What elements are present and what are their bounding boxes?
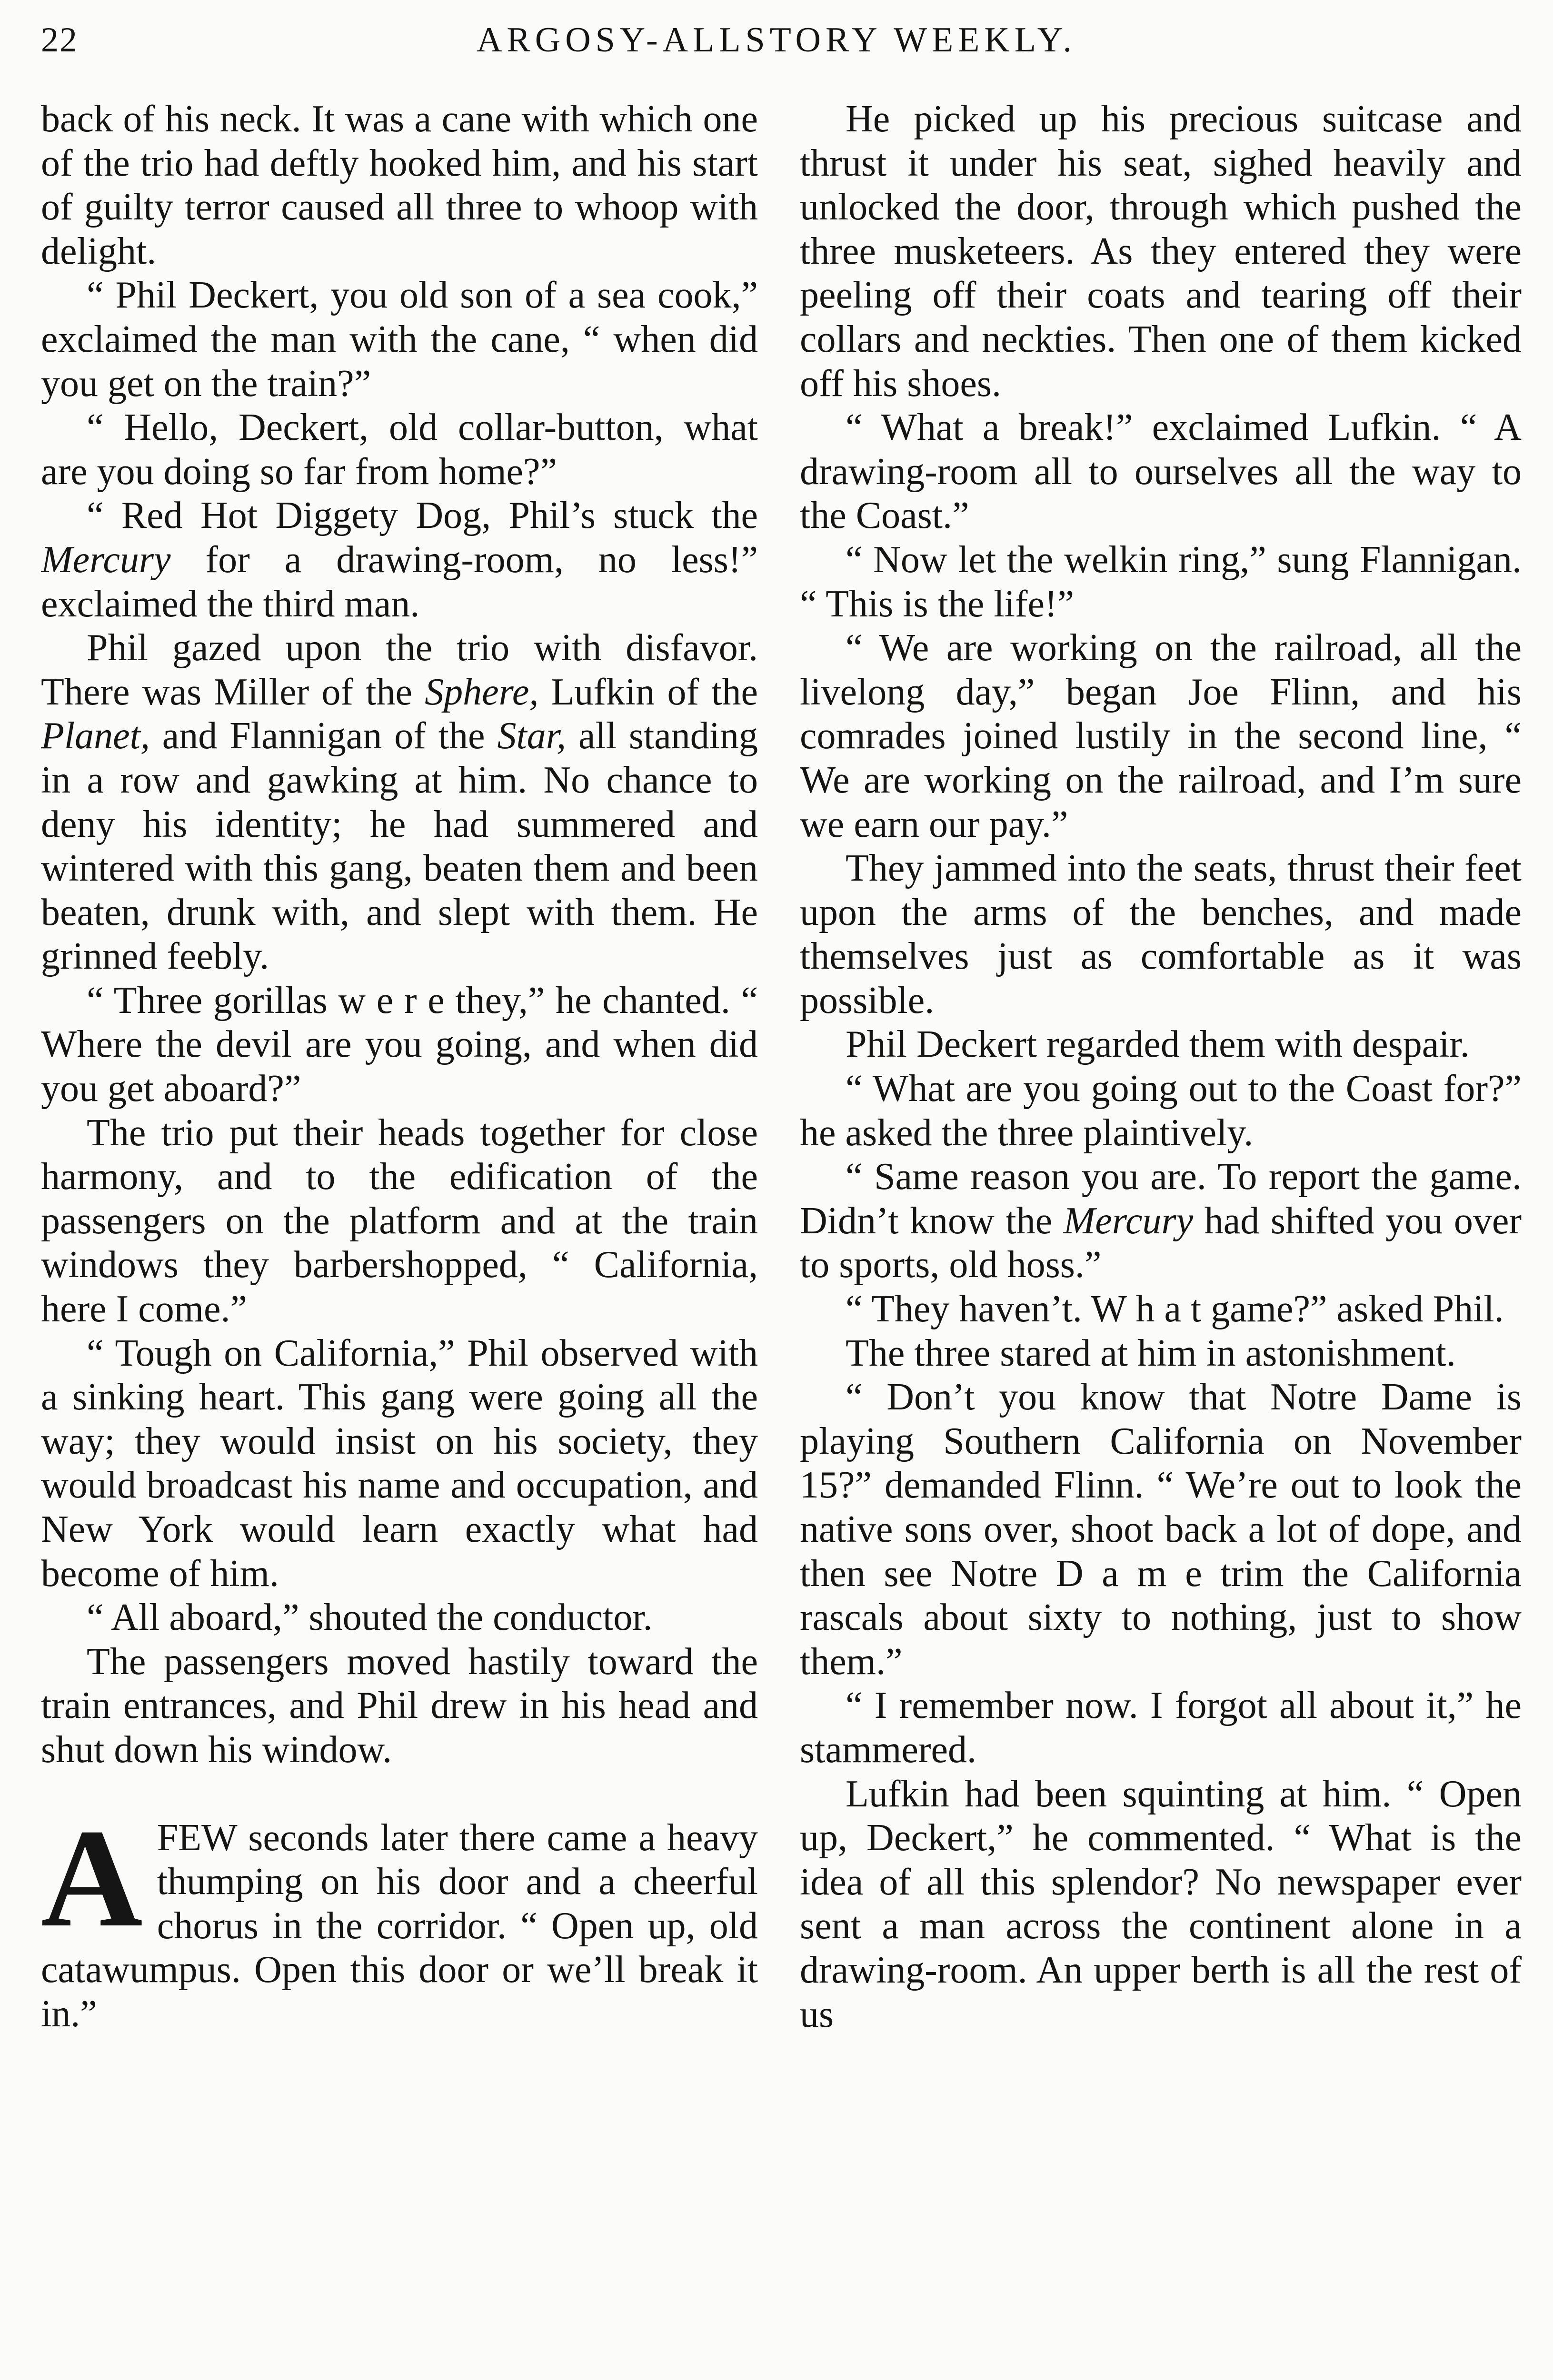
page-number: 22 [41, 20, 78, 60]
paragraph: “ Tough on California,” Phil observed with a sinking heart. This gang were going all the way; they would insist on his society, they would broadcast his name and occupation, and New York would learn exactly what had become of him. [41, 1332, 758, 1595]
paragraph [41, 626, 758, 979]
text-run: all standing in a row and gawking at him. No chance to deny his identity; he had summered and wintered with this gang, beaten them and been beaten, drunk with, and slept with them. He grinned feebly. [41, 715, 758, 978]
paragraph: The three stared at him in astonishment. [846, 1332, 1456, 1374]
publication-name: Mercury [1063, 1200, 1194, 1242]
running-title: ARGOSY-ALLSTORY WEEKLY. [476, 20, 1077, 60]
left-column [41, 97, 758, 2380]
paragraph: Lufkin had been squinting at him. “ Open up, Deckert,” he commented. “ What is the idea of all this splendor? No newspaper ever sent a man across the continent alone in a drawing-room. An upper berth is all the rest of us [800, 1773, 1522, 2035]
publication-name: Planet, [41, 715, 150, 757]
paragraph [800, 1155, 1522, 1287]
paragraph: He picked up his precious suitcase and thrust it under his seat, sighed heavily and unlocked the door, through which pushed the three musketeers. As they entered they were peeling off their coats and tearing off their collars and neckties. Then one of them kicked off his shoes. [800, 98, 1522, 405]
paragraph: “ Hello, Deckert, old collar-button, what are you doing so far from home?” [41, 407, 758, 493]
paragraph: “ Don’t you know that Notre Dame is playing Southern California on November 15?” demanded Flinn. “ We’re out to look the native sons over, shoot back a lot of dope, and then see Notre D a m e trim the California rascals about sixty to nothing, just to show them.” [800, 1376, 1522, 1683]
section-opening-paragraph [41, 1800, 758, 2036]
paragraph: “ What are you going out to the Coast for?” he asked the three plaintively. [800, 1068, 1522, 1154]
paragraph: The trio put their heads together for close harmony, and to the edification of the passengers on the platform and at the train windows they barbershopped, “ California, here I come.” [41, 1111, 758, 1330]
paragraph [41, 494, 758, 626]
drop-cap: A [41, 1800, 143, 1956]
text-run: “ Red Hot Diggety Dog, Phil’s stuck the [87, 495, 758, 537]
publication-name: Star, [497, 715, 567, 757]
page-header [41, 10, 1512, 71]
text-run: Phil gazed upon the trio with disfavor. There was Miller of the [41, 627, 758, 713]
paragraph: “ Three gorillas w e r e they,” he chanted. “ Where the devil are you going, and when did you get aboard?” [41, 979, 758, 1110]
text-run: “ Same reason you are. To report the game. Didn’t know the [800, 1156, 1522, 1242]
paragraph: back of his neck. It was a cane with which one of the trio had deftly hooked him, and his start of guilty terror caused all three to whoop with delight. [41, 98, 758, 272]
right-column [800, 97, 1522, 2380]
publication-name: Sphere, [425, 671, 539, 713]
paragraph: They jammed into the seats, thrust their feet upon the arms of the benches, and made themselves just as comfortable as it was possible. [800, 847, 1522, 1021]
paragraph: “ Now let the welkin ring,” sung Flannigan. “ This is the life!” [800, 538, 1522, 625]
paragraph: “ I remember now. I forgot all about it,” he stammered. [800, 1685, 1522, 1771]
text-run: had shifted you over to sports, old hoss.” [800, 1200, 1522, 1286]
text-run: for a drawing-room, no less!” exclaimed the third man. [41, 538, 758, 625]
paragraph: The passengers moved hastily toward the train entrances, and Phil drew in his head and shut down his window. [41, 1640, 758, 1771]
paragraph: Phil Deckert regarded them with despair. [846, 1023, 1470, 1066]
paragraph: “ What a break!” exclaimed Lufkin. “ A drawing-room all to ourselves all the way to the Coast.” [800, 407, 1522, 537]
text-run: FEW seconds later there came a heavy thumping on his door and a cheerful chorus in the corridor. “ Open up, old catawumpus. Open this door or we’ll break it in.” [41, 1816, 758, 2035]
text-run: and Flannigan of the [149, 715, 498, 757]
paragraph: “ They haven’t. W h a t game?” asked Phil. [846, 1288, 1504, 1330]
publication-name: Mercury [41, 538, 171, 581]
paragraph: “ All aboard,” shouted the conductor. [87, 1597, 653, 1639]
paragraph: “ Phil Deckert, you old son of a sea cook,” exclaimed the man with the cane, “ when did you get on the train?” [41, 274, 758, 405]
text-run: Lufkin of the [538, 671, 758, 713]
paragraph: “ We are working on the railroad, all the livelong day,” began Joe Flinn, and his comrades joined lustily in the second line, “ We are working on the railroad, and I’m sure we earn our pay.” [800, 627, 1522, 845]
